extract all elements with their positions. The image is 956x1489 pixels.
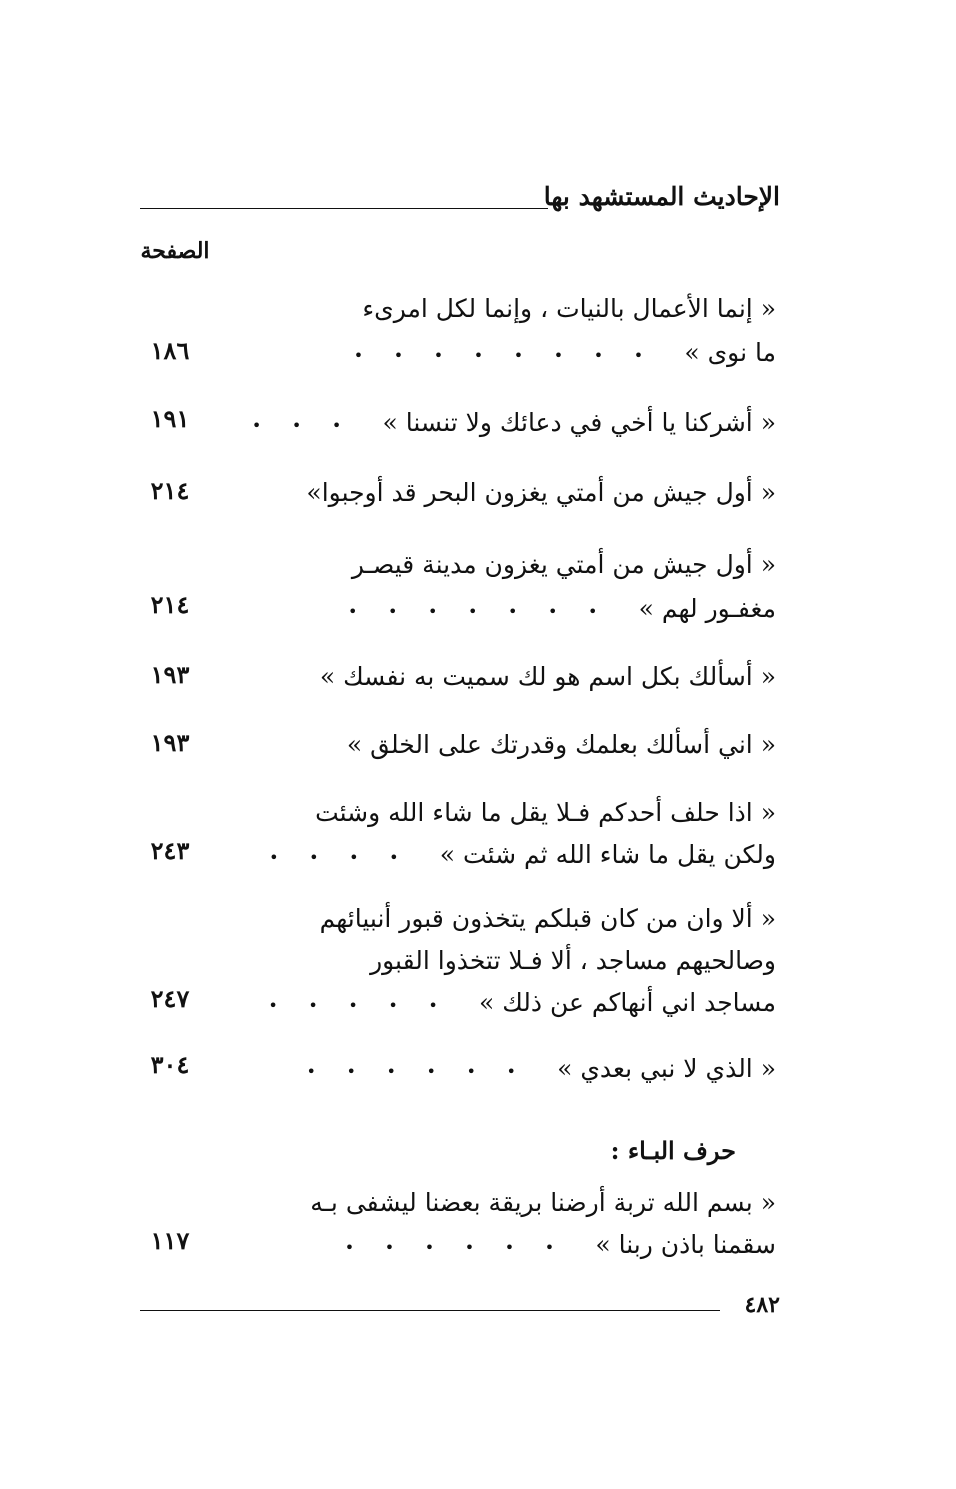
entry-10-page: ١١٧: [150, 1226, 190, 1255]
entry-1-line-1: « إنما الأعمال بالنيات ، وإنما لكل امرىء: [362, 294, 776, 323]
section-heading: حرف البـاء :: [610, 1136, 736, 1165]
entry-2-leader-dots: •••: [251, 416, 342, 435]
entry-3-page: ٢١٤: [150, 476, 190, 505]
page-footer: [140, 1292, 780, 1326]
entry-10-line-2-text: سقمنا باذن ربنا »: [595, 1230, 776, 1259]
entry-7-line-2: [269, 838, 776, 875]
entry-5-line-1: « أسألك بكل اسم هو لك سميت به نفسك »: [319, 662, 776, 691]
page-column-label: الصفحة: [140, 238, 210, 264]
entry-8-line-3: [268, 986, 776, 1023]
entry-2-page: ١٩١: [150, 404, 190, 433]
entry-2-line-1-text: « أشركنا يا أخي في دعائك ولا تنسنا »: [382, 408, 776, 437]
header-title: الإحاديث المستشهد بها: [543, 182, 780, 211]
entry-2-line-1: [251, 406, 776, 443]
entry-3-line-1: « أول جيش من أمتي يغزون البحر قد أوجبوا»: [306, 478, 776, 507]
footer-rule: [140, 1310, 720, 1311]
entry-4-leader-dots: •••••••: [347, 602, 598, 621]
entry-6-line-1: « اني أسألك بعلمك وقدرتك على الخلق »: [346, 730, 776, 759]
entry-4-line-1: « أول جيش من أمتي يغزون مدينة قيصـر: [351, 550, 776, 579]
entry-4-line-2-text: مغفـور لهم »: [638, 594, 776, 623]
entry-8-leader-dots: •••••: [268, 996, 438, 1015]
entry-8-line-2: وصالحيهم مساجد ، ألا فـلا تتخذوا القبور: [370, 946, 776, 975]
entry-4-page: ٢١٤: [150, 590, 190, 619]
entry-9-line-1: [306, 1052, 776, 1089]
entry-10-leader-dots: ••••••: [344, 1238, 555, 1257]
entry-1-line-2-text: ما نوى »: [684, 338, 776, 367]
entry-7-leader-dots: ••••: [269, 848, 399, 867]
entry-5-page: ١٩٣: [150, 660, 190, 689]
entry-1-line-2: [336, 336, 776, 373]
entry-7-line-1: « اذا حلف أحدكم فـلا يقل ما شاء الله وشئت: [315, 798, 776, 827]
footer-page-number: ٤٨٢: [744, 1292, 780, 1318]
entry-6-page: ١٩٣: [150, 728, 190, 757]
entry-7-line-2-text: ولكن يقل ما شاء الله ثم شئت »: [439, 840, 776, 869]
header-rule: [140, 208, 548, 209]
entry-10-line-1: « بسم الله تربة أرضنا بريقة بعضنا ليشفى بـه: [310, 1188, 776, 1217]
entry-1-page: ١٨٦: [150, 336, 190, 365]
entry-9-line-1-text: « الذي لا نبي بعدي »: [557, 1054, 776, 1083]
entry-1-leader-dots: ••••••••: [353, 346, 644, 365]
entry-8-page: ٢٤٧: [150, 984, 190, 1013]
entry-7-page: ٢٤٣: [150, 836, 190, 865]
entry-4-line-2: [336, 592, 776, 629]
entry-10-line-2: [336, 1228, 776, 1265]
entry-9-leader-dots: ••••••: [306, 1062, 516, 1081]
entry-9-page: ٣٠٤: [150, 1050, 190, 1079]
entry-8-line-3-text: مساجد اني أنهاكم عن ذلك »: [478, 988, 776, 1017]
running-header: [140, 182, 780, 222]
entry-8-line-1: « ألا وان من كان قبلكم يتخذون قبور أنبيائهم: [319, 904, 776, 933]
